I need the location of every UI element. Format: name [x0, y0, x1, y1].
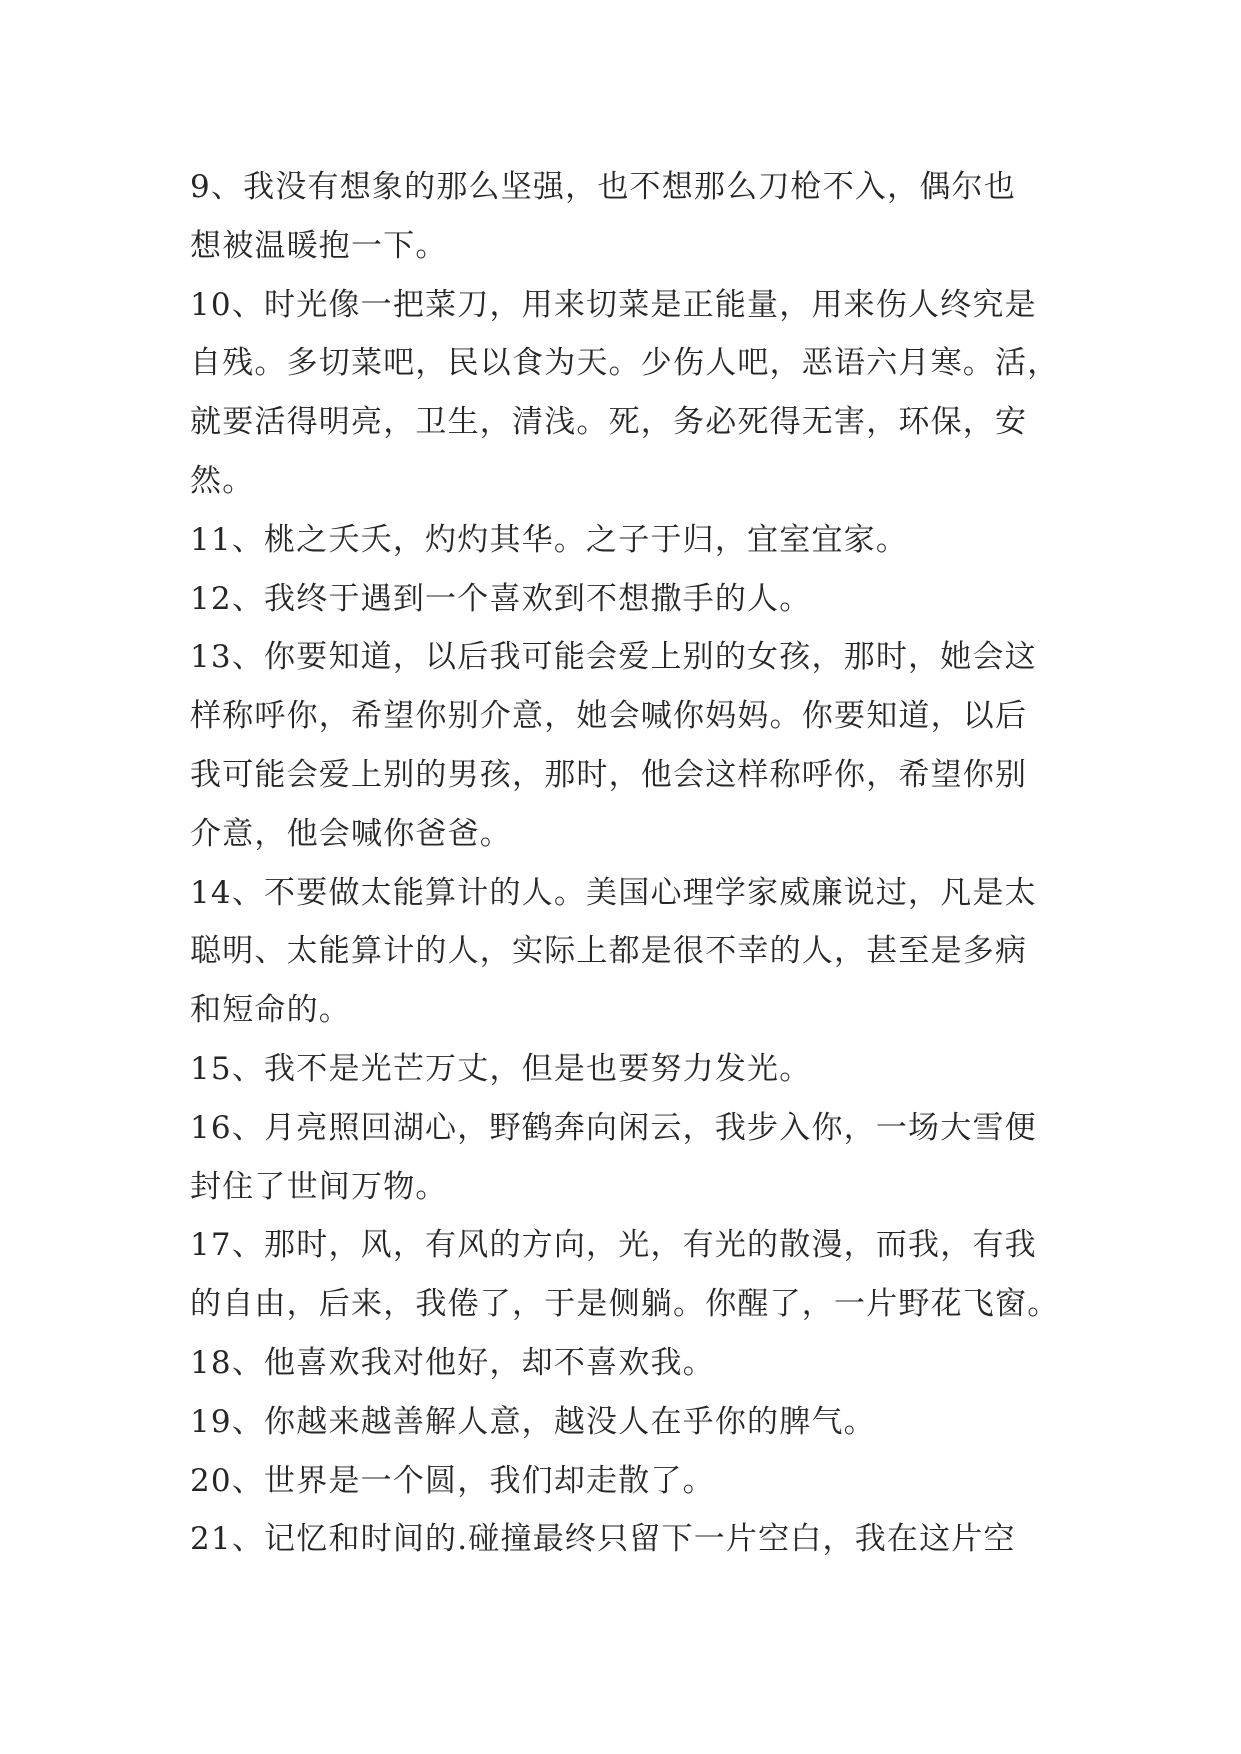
paragraph-17: [190, 1216, 1058, 1334]
paragraph-16: [190, 1099, 1058, 1217]
text-line: 聪明、太能算计的人，实际上都是很不幸的人，甚至是多病: [190, 933, 1028, 970]
text-line: 就要活得明亮，卫生，清浅。死，务必死得无害，环保，安: [190, 404, 1028, 441]
document-page: [190, 158, 1058, 1569]
text-line: 9、我没有想象的那么坚强，也不想那么刀枪不入，偶尔也: [190, 169, 1016, 205]
paragraph-13: [190, 628, 1058, 863]
paragraph-21: [190, 1510, 1058, 1569]
paragraph-14: [190, 864, 1058, 1040]
text-line: 的自由，后来，我倦了，于是侧躺。你醒了，一片野花飞窗。: [190, 1286, 1060, 1323]
text-line: 10、时光像一把菜刀，用来切菜是正能量，用来伤人终究是: [190, 286, 1037, 323]
text-line: 21、记忆和时间的.碰撞最终只留下一片空白，我在这片空: [190, 1521, 1016, 1558]
paragraph-18: [190, 1334, 1058, 1393]
text-line: 介意，他会喊你爸爸。: [190, 815, 512, 852]
text-line: 13、你要知道，以后我可能会爱上别的女孩，那时，她会这: [190, 639, 1037, 676]
text-line: 然。: [190, 462, 255, 499]
text-line: 19、你越来越善解人意，越没人在乎你的脾气。: [190, 1403, 876, 1440]
text-line: 20、世界是一个圆，我们却走散了。: [190, 1462, 715, 1499]
text-line: 12、我终于遇到一个喜欢到不想撒手的人。: [190, 580, 812, 617]
paragraph-11: [190, 511, 1058, 570]
paragraph-15: [190, 1040, 1058, 1099]
text-line: 自残。多切菜吧，民以食为天。少伤人吧，恶语六月寒。活，: [190, 345, 1060, 382]
paragraph-19: [190, 1393, 1058, 1452]
text-line: 14、不要做太能算计的人。美国心理学家威廉说过，凡是太: [190, 874, 1037, 911]
paragraph-20: [190, 1452, 1058, 1511]
text-line: 16、月亮照回湖心，野鹤奔向闲云，我步入你，一场大雪便: [190, 1109, 1037, 1146]
text-line: 封住了世间万物。: [190, 1168, 448, 1205]
text-line: 18、他喜欢我对他好，却不喜欢我。: [190, 1344, 715, 1381]
paragraph-9: [190, 158, 1058, 276]
paragraph-12: [190, 570, 1058, 629]
text-line: 我可能会爱上别的男孩，那时，他会这样称呼你，希望你别: [190, 756, 1028, 793]
text-line: 15、我不是光芒万丈，但是也要努力发光。: [190, 1050, 812, 1087]
text-line: 17、那时，风，有风的方向，光，有光的散漫，而我，有我: [190, 1227, 1037, 1264]
paragraph-10: [190, 276, 1058, 511]
text-line: 想被温暖抱一下。: [190, 227, 448, 264]
text-line: 样称呼你，希望你别介意，她会喊你妈妈。你要知道，以后: [190, 698, 1028, 735]
text-line: 11、桃之夭夭，灼灼其华。之子于归，宜室宜家。: [190, 521, 909, 558]
text-line: 和短命的。: [190, 992, 351, 1029]
